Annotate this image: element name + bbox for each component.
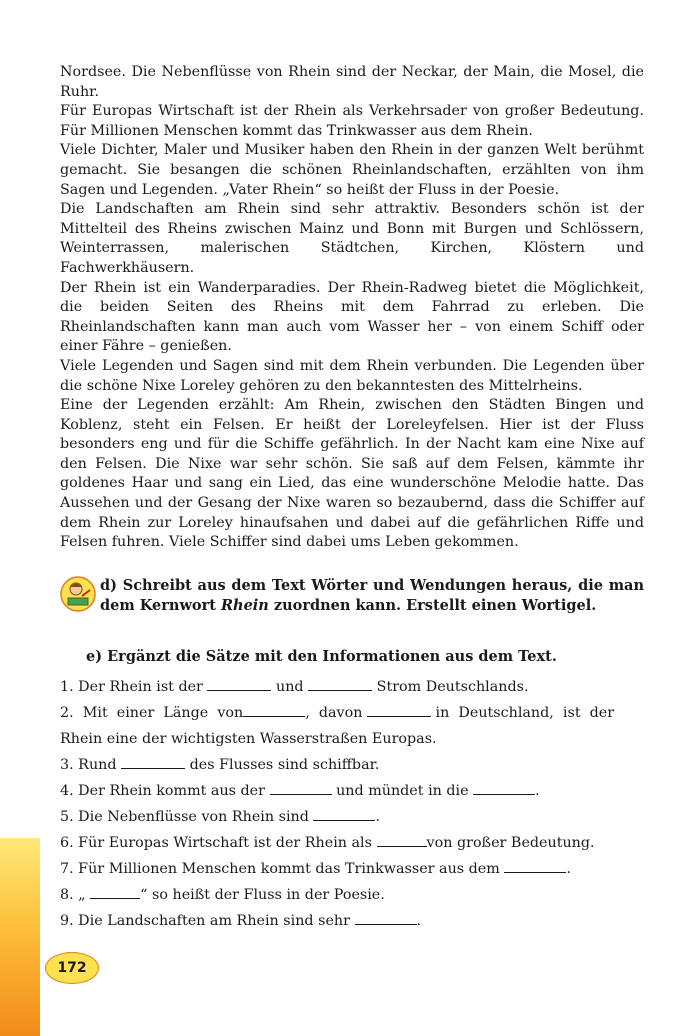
writing-student-icon <box>60 576 96 612</box>
exercise-9 <box>60 911 644 937</box>
text: 1. Der Rhein ist der <box>60 679 208 695</box>
task-d-keyword: Rhein <box>220 596 269 614</box>
exercise-7 <box>60 859 644 885</box>
exercise-8 <box>60 885 644 911</box>
text: “ so heißt der Fluss in der Poesie. <box>140 887 385 903</box>
exercise-1 <box>60 677 644 703</box>
fill-in-exercises <box>60 677 644 937</box>
text: des Flusses sind schiffbar. <box>185 757 380 773</box>
page-number: 172 <box>45 952 99 984</box>
text: . <box>375 809 380 825</box>
text: Strom Deutschlands. <box>372 679 529 695</box>
answer-blank[interactable] <box>90 885 140 899</box>
text: von großer Bedeutung. <box>426 835 595 851</box>
task-d-text-after: zuordnen kann. Erstellt einen Wortigel. <box>268 596 597 614</box>
task-d <box>60 576 644 615</box>
paragraph: Der Rhein ist ein Wanderparadies. Der Rhein-Radweg bietet die Möglichkeit, die beiden Seiten des Rheins mit dem Fahrrad zu erleben. Die Rheinlandschaften kann man auch vom Wasser her – von einem Schiff oder einer Fähre – genießen. <box>60 279 644 355</box>
exercise-3 <box>60 755 644 781</box>
paragraph: Viele Dichter, Maler und Musiker haben den Rhein in der ganzen Welt berühmt gemacht. Sie besangen die schönen Rheinlandschaften, erzählten von ihm Sagen und Legenden. „Vater Rhein“ so heißt der Fluss in der Poesie. <box>60 142 644 198</box>
exercise-2 <box>60 703 644 729</box>
paragraph: Für Europas Wirtschaft ist der Rhein als Verkehrsader von großer Bedeutung. Für Millionen Menschen kommt das Trinkwasser aus dem Rhein. <box>60 103 644 139</box>
text: . <box>535 783 540 799</box>
answer-blank[interactable] <box>355 911 417 925</box>
text: 8. „ <box>60 887 91 903</box>
answer-blank[interactable] <box>473 781 535 795</box>
answer-blank[interactable] <box>367 703 431 717</box>
paragraph: Nordsee. Die Nebenflüsse von Rhein sind der Neckar, der Main, die Mosel, die Ruhr. <box>60 64 644 100</box>
answer-blank[interactable] <box>504 859 566 873</box>
answer-blank[interactable] <box>313 807 375 821</box>
exercise-6 <box>60 833 644 859</box>
answer-blank[interactable] <box>243 703 305 717</box>
paragraph: Eine der Legenden erzählt: Am Rhein, zwischen den Städten Bingen und Koblenz, steht ein Felsen. Er heißt der Loreleyfelsen. Hier ist der Fluss besonders eng und für die Schiffe gefährlich. In der Nacht kam eine Nixe auf den Felsen. Die Nixe war sehr schön. Sie saß auf dem Felsen, kämmte ihr goldenes Haar und sang ein Lied, das eine wunderschöne Melodie hatte. Das Aussehen und der Gesang der Nixe waren so bezaubernd, dass die Schiffer auf dem Rhein zur Loreley hinaufsahen und dabei auf die gefährlichen Riffe und Felsen fuhren. Viele Schiffer sind dabei ums Leben gekommen. <box>60 397 644 551</box>
answer-blank[interactable] <box>121 755 185 769</box>
paragraph: Die Landschaften am Rhein sind sehr attraktiv. Besonders schön ist der Mittelteil des Rheins zwischen Mainz und Bonn mit Burgen und Schlössern, Weinterrassen, malerischen Städtchen, Kirchen, Klöstern und Fachwerkhäusern. <box>60 201 644 276</box>
page-edge-decoration <box>0 838 40 1036</box>
text: 2. Mit einer Länge von <box>60 705 244 721</box>
text: . <box>566 861 571 877</box>
task-d-text-before: d) Schreibt aus dem Text Wörter und Wendungen heraus, die man dem Kernwort <box>100 577 644 614</box>
text: 7. Für Millionen Menschen kommt das Trinkwasser aus dem <box>60 861 505 877</box>
answer-blank[interactable] <box>308 677 372 691</box>
text: 6. Für Europas Wirtschaft ist der Rhein als <box>60 835 377 851</box>
answer-blank[interactable] <box>207 677 271 691</box>
text: und <box>271 679 309 695</box>
task-d-text <box>100 576 644 615</box>
text: 4. Der Rhein kommt aus der <box>60 783 270 799</box>
text: 9. Die Landschaften am Rhein sind sehr <box>60 913 355 929</box>
answer-blank[interactable] <box>270 781 332 795</box>
answer-blank[interactable] <box>377 833 427 847</box>
text: in Deutschland, ist der <box>430 705 615 721</box>
text: . <box>416 913 422 929</box>
exercise-5 <box>60 807 644 833</box>
text: und mündet in die <box>331 783 474 799</box>
exercise-4 <box>60 781 644 807</box>
exercise-2-continued: Rhein eine der wichtigsten Wasserstraßen Europas. <box>60 731 437 747</box>
text: 3. Rund <box>60 757 122 773</box>
text: , davon <box>305 705 367 721</box>
reading-text <box>60 63 644 553</box>
text: 5. Die Nebenflüsse von Rhein sind <box>60 809 314 825</box>
paragraph: Viele Legenden und Sagen sind mit dem Rhein verbunden. Die Legenden über die schöne Nixe Loreley gehören zu den bekanntesten des Mittelrheins. <box>60 357 644 394</box>
task-e-heading: e) Ergänzt die Sätze mit den Informationen aus dem Text. <box>86 648 557 665</box>
